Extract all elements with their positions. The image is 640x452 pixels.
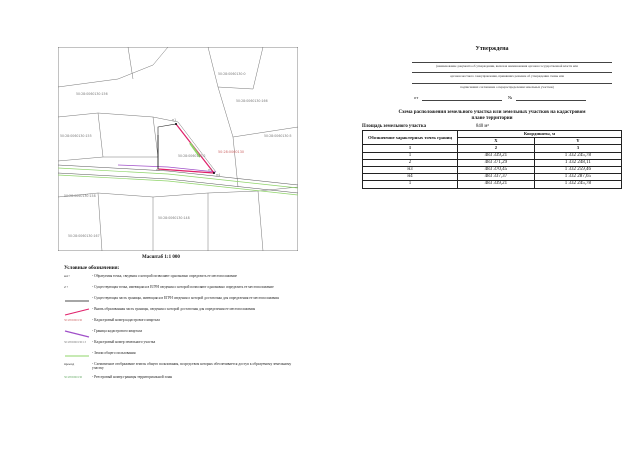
- legend-title: Условные обозначения:: [64, 265, 120, 271]
- approval-title: Утверждена: [475, 46, 509, 52]
- legend-item: [64, 318, 304, 329]
- table-row: н3 483 370,45 1 332 259,46: [363, 167, 622, 174]
- approval-number: №: [508, 95, 513, 100]
- map-label-3: 50:28:0060130:166: [236, 99, 268, 103]
- legend-item: [64, 307, 304, 318]
- legend-item: [64, 274, 304, 285]
- passage-icon: проезд: [64, 362, 75, 366]
- col-num-3: 3: [534, 145, 621, 152]
- new-boundary-icon: [64, 307, 90, 317]
- point-existing-icon: 2 •: [64, 285, 68, 289]
- quarter-number-icon: 50:28:0060130: [64, 318, 83, 322]
- legend-text: - Существующая часть границы, имеющаяся в ЕГРН сведения о которой достаточны для определения ее местоположения: [92, 296, 279, 300]
- legend-item: [64, 375, 304, 386]
- legend-item: [64, 351, 304, 362]
- area-value: 840 м²: [476, 124, 489, 129]
- approval-note-1: (наименование документа об утверждении, включая наименования органов государственной власти или: [436, 64, 578, 68]
- point-n3: н3: [208, 168, 213, 172]
- legend: [64, 265, 304, 386]
- legend-item: [64, 329, 304, 340]
- legend-item: [64, 296, 304, 307]
- table-row: 2 483 371,29 1 332 248,11: [363, 159, 622, 166]
- legend-text: - Схематичное отображение земель общего пользования, посредством которых обеспечивается доступ к образуемому земельному участку: [92, 362, 292, 371]
- point-n1: н1: [172, 118, 177, 122]
- legend-text: - Реестровый номер границы территориальной зоны: [92, 375, 173, 379]
- header-points: Обозначение характерных точек границ: [363, 131, 458, 145]
- schema-title: Схема расположения земельного участка или земельных участков на кадастровом плане территории: [398, 110, 586, 121]
- map-label-4: 50:28:0060130: [218, 150, 245, 154]
- parcel-number-icon: 50:28:0060130:13: [64, 340, 87, 344]
- legend-text: - Земли общего пользования: [92, 351, 136, 355]
- header-coords: Координаты, м: [458, 131, 622, 138]
- approval-note-2: органов местного самоуправления, принявших решение об утверждении схемы или: [450, 74, 564, 78]
- point-new-icon: н4 •: [64, 274, 70, 278]
- legend-text: - Кадастровый номер кадастрового квартала: [92, 318, 160, 322]
- map-label-9: 50:28:0060130:5: [264, 134, 292, 138]
- legend-item: [64, 340, 304, 351]
- point-n2: н2: [156, 168, 161, 172]
- map-label-5: 50:28:0060130:158: [64, 194, 96, 198]
- point-n4: н4: [216, 173, 221, 177]
- header-x: X: [458, 138, 535, 145]
- area-label: Площадь земельного участка: [362, 124, 427, 129]
- col-num-1: 1: [363, 145, 458, 152]
- map-label-6: 50:28:0060130:167: [68, 234, 100, 238]
- map-label-2: 50:28:0060130:155: [60, 134, 92, 138]
- legend-item: [64, 285, 304, 296]
- existing-boundary-icon: [64, 296, 90, 306]
- map-label-7: 50:28:0060130:148: [158, 216, 190, 220]
- map-label-0: 50:28:0060130:0: [218, 72, 246, 76]
- legend-text: - Образуемая точка, сведения о которой позволяют однозначно определить ее местоположение: [92, 274, 237, 278]
- legend-text: - Кадастровый номер земельного участка: [92, 340, 156, 344]
- legend-item: [64, 362, 304, 375]
- table-row: 1 483 339,21 1 332 245,78: [363, 152, 622, 159]
- public-land-icon: [64, 351, 90, 361]
- cadastral-map: [58, 47, 298, 251]
- legend-text: - Вновь образованная часть границы, сведения о которой достаточны для определения ее местоположения: [92, 307, 256, 311]
- area-row: [362, 124, 489, 129]
- map-scale: Масштаб 1:1 000: [142, 255, 180, 260]
- col-num-2: 2: [458, 145, 535, 152]
- map-label-1: 50:28:0060130:156: [76, 92, 108, 96]
- approval-note-3: подписавших соглашение о перераспределении земельных участков): [460, 85, 554, 89]
- map-label-8: 50:28:0060130:2: [178, 154, 206, 158]
- approval-from: от: [414, 95, 419, 100]
- quarter-boundary-icon: [64, 329, 90, 339]
- legend-text: - Существующая точка, имеющаяся в ЕГРН сведения о которой позволяют однозначно определить ее местоположение: [92, 285, 274, 289]
- table-row: 1 483 339,21 1 332 245,78: [363, 181, 622, 188]
- table-row: н4 483 337,37 1 332 287,65: [363, 174, 622, 181]
- zone-number-icon: 50:28:0060130: [64, 375, 83, 379]
- coordinates-table: [362, 130, 622, 189]
- legend-text: - Граница кадастрового квартала: [92, 329, 143, 333]
- header-y: Y: [534, 138, 621, 145]
